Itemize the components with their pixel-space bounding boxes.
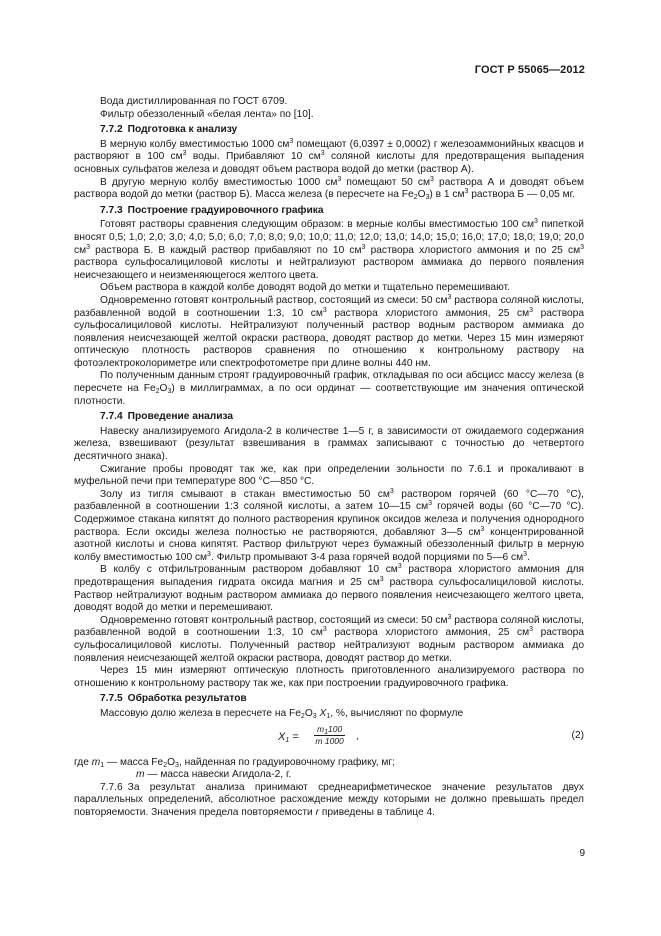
where-m: m — масса навески Агидола-2, г. (136, 769, 292, 781)
paragraph: Массовую долю железа в пересчете на $Fe_2O_3$ $X_1$, %, вычисляют по формуле (100, 707, 464, 720)
paragraph: Одновременно готовят контрольный раствор, состоящий из смеси: 50 $см^3$ раствора соляной кислоты, разбавленной водой в соотношении 1:3, 10 $см^3$ раствора хлористого аммония, 25 $см^3$ раствора сульфосалициловой кислоты. Нейтрализуют полученный раствор водным раствором аммиака до появления неисчезающей желтой окраски раствора, доводят раствор до метки. Через 15 мин измеряют оптическую плотность растворов сравнения по отношению к контрольному раствору на фотоэлектроколориметре или спектрофотометре при длине волны 440 нм. (74, 293, 584, 369)
paragraph: Готовят растворы сравнения следующим образом: в мерные колбы вместимостью 100 $см^3$ пипеткой вносят 0,5; 1,0; 2,0; 3,0; 4,0; 5,0; 6,0; 7,0; 8,0; 9,0; 10,0; 11,0; 12,0; 13,0; 14,0; 15,0; 16,0; 17,0; 18,0; 19,0; 20,0 $см^3$ раствора Б. В каждый раствор прибавляют по 10 $см^3$ раствора хлористого аммония и по 25 $см^3$ раствора сульфосалициловой кислоты и нейтрализуют раствором аммиака до первого появления неисчезающего и неизменяющегося желтого цвета. (74, 218, 584, 281)
where-m1: где $m_1$ — масса $Fe_2O_3$, найденная по градуировочному графику, мг; (74, 756, 395, 769)
paragraph: Объем раствора в каждой колбе доводят водой до метки и тщательно перемешивают. (100, 282, 510, 294)
formula-denominator: m 1000 (315, 735, 344, 746)
paragraph: В другую мерную колбу вместимостью 1000 $см^3$ помещают 50 $см^3$ раствора А и доводят объем раствора водой до метки (раствор Б). Масса железа (в пересчете на $Fe_2O_3$) в 1 $см^3$ раствора Б — 0,05 мг. (74, 175, 585, 202)
document-body (74, 96, 584, 819)
paragraph: По полученным данным строят градуировочный график, откладывая по оси абсцисс массу железа (в пересчете на $Fe_2O_3$) в миллиграммах, а по оси ординат — соответствующие им значения оптической плотности. (74, 370, 584, 407)
paragraph: В колбу с отфильтрованным раствором добавляют 10 $см^3$ раствора хлористого аммония для предотвращения выпадения гидрата оксида магния и 25 $см^3$ раствора сульфосалициловой кислоты. Раствор нейтрализуют водным раствором аммиака до первого появления неисчезающего желтого цвета, доводят водой до метки и перемешивают. (74, 563, 584, 614)
materials-filter: Фильтр обеззоленный «белая лента» по [10]. (100, 108, 314, 120)
paragraph: Навеску анализируемого Агидола-2 в количестве 1—5 г, в зависимости от ожидаемого содержания железа, взвешивают (результат взвешивания в граммах записывают с точностью до четвертого десятичного знака). (74, 425, 584, 463)
paragraph: В мерную колбу вместимостью 1000 $см^3$ помещают (6,0397 ± 0,0002) г железоаммонийных квасцов и растворяют в 100 $см^3$ воды. Прибавляют 10 $см^3$ соляной кислоты для предотвращения выпадения основных сульфатов железа и доводят объем раствора водой до метки (раствор А). (74, 137, 584, 175)
section-7-7-6: 7.7.6 За результат анализа принимают среднеарифметическое значение результатов двух параллельных определений, абсолютное расхождение между которыми не должно превышать предел повторяемости. Значения предела повторяемости r приведены в таблице 4. (74, 781, 584, 818)
paragraph: Через 15 мин измеряют оптическую плотность приготовленного анализируемого раствора по отношению к контрольному раствору так же, как при построении градуировочного графика. (74, 665, 584, 689)
materials-water: Вода дистиллированная по ГОСТ 6709. (100, 96, 288, 107)
standard-header: ГОСТ Р 55065—2012 (474, 64, 585, 76)
formula-2 (74, 723, 584, 753)
formula-number: (2) (571, 729, 584, 741)
page-number: 9 (579, 848, 585, 859)
section-heading-7-7-2: 7.7.2 Подготовка к анализу (100, 124, 238, 136)
section-heading-7-7-3: 7.7.3 Построение градуировочного графика (100, 204, 324, 216)
section-heading-7-7-4: 7.7.4 Проведение анализа (100, 411, 234, 423)
section-heading-7-7-5: 7.7.5 Обработка результатов (100, 693, 247, 705)
formula-numerator: $m_1100$ (314, 724, 345, 736)
formula-fraction (314, 724, 345, 747)
paragraph: Золу из тигля смывают в стакан вместимостью 50 $см^3$ раствором горячей (60 °С—70 °С), разбавленной в соотношении 1:3 соляной кислоты, а затем 10—15 $см^3$ горячей воды (60 °С—70 °С). Содержимое стакана кипятят до полного растворения крупинок оксидов железа и получения однородного раствора. Если оксиды железа полностью не растворяются, добавляют 3—5 $см^3$ концентрированной азотной кислоты и снова кипятят. Раствор фильтруют через бумажный обеззоленный фильтр в мерную колбу вместимостью 100 $см^3$. Фильтр промывают 3-4 раза горячей водой порциями по 5—6 $см^3$. (74, 487, 584, 563)
formula-tail: , (356, 730, 359, 742)
formula-lhs: $X_1$ = (278, 730, 299, 744)
paragraph: Сжигание пробы проводят так же, как при определении зольности по 7.6.1 и прокаливают в муфельной печи при температуре 800 °С—850 °С. (74, 463, 584, 488)
paragraph: Одновременно готовят контрольный раствор, состоящий из смеси: 50 $см^3$ раствора соляной кислоты, разбавленной водой в соотношении 1:3, 10 $см^3$ раствора хлористого аммония, 25 $см^3$ раствора сульфосалициловой кислоты. Полученный раствор нейтрализуют водным раствором аммиака до появления неисчезающей желтой окраски раствора, доводят раствор до метки. (74, 613, 584, 664)
